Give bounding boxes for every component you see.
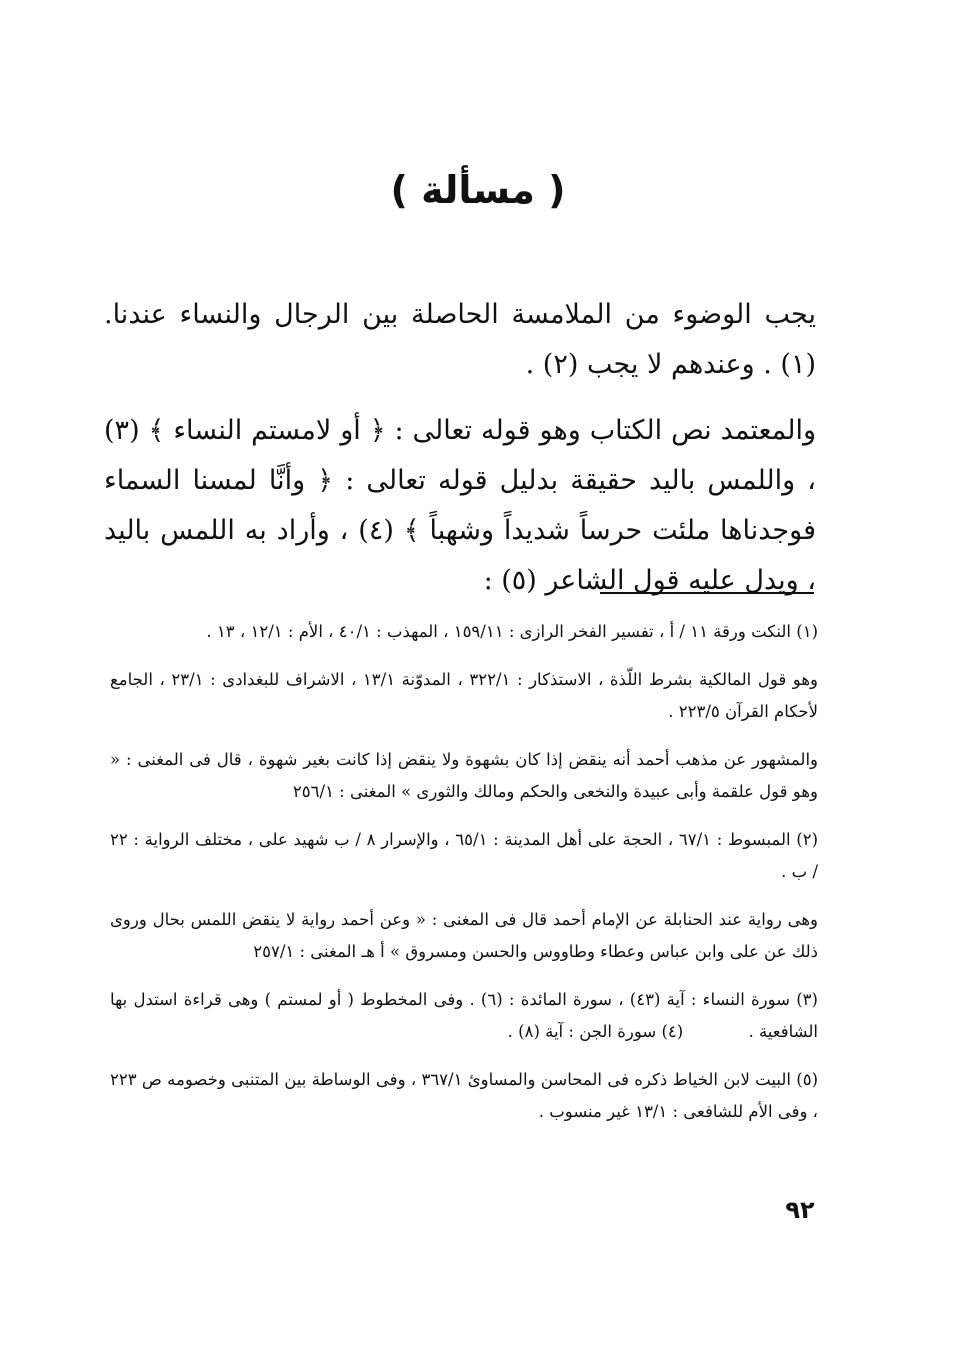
section-title: ( مسألة ) — [390, 168, 566, 212]
paragraph-1: يجب الوضوء من الملامسة الحاصلة بين الرجال والنساء عندنا. (١) . وعندهم لا يجب (٢) . — [104, 299, 816, 380]
paragraph-2: والمعتمد نص الكتاب وهو قوله تعالى : ﴿ أو لامستم النساء ﴾ (٣) ، واللمس باليد حقيقة بدليل قوله تعالى : ﴿ وأنَّا لمسنا السماء فوجدناها ملئت حرساً شديداً وشهباً ﴾ (٤) ، وأراد به اللمس باليد ، ويدل عليه قول الشاعر (٥) : — [104, 415, 816, 596]
footnote-5: (٥) البيت لابن الخياط ذكره فى المحاسن والمساوئ ٣٦٧/١ ، وفى الوساطة بين المتنبى وخصومه ص ٢٢٣ ، وفى الأم للشافعى : ١٣/١ غير منسوب . — [110, 1070, 818, 1121]
main-text — [104, 290, 816, 622]
footnote-1: (١) النكت ورقة ١١ / أ ، تفسير الفخر الرازى : ١٥٩/١١ ، المهذب : ٤٠/١ ، الأم : ١٢/١ ، ١٣ . — [206, 622, 818, 641]
footnote-2: (٢) المبسوط : ٦٧/١ ، الحجة على أهل المدينة : ٦٥/١ ، والإسرار ٨ / ب شهيد على ، مختلف الرواية : ٢٢ / ب . — [110, 830, 818, 881]
footnotes — [110, 616, 818, 1144]
footnote-separator — [600, 592, 814, 594]
footnote-1-continuation-2: والمشهور عن مذهب أحمد أنه ينقض إذا كان بشهوة ولا ينقض إذا كانت بغير شهوة ، قال فى المغنى : « وهو قول علقمة وأبى عبيدة والنخعى والحكم ومالك والثورى » المغنى : ٢٥٦/١ — [110, 750, 818, 801]
page-number: ٩٢ — [785, 1196, 815, 1224]
footnote-4-text: (٤) سورة الجن : آية (٨) . — [507, 1022, 684, 1041]
footnote-2-continuation: وهى رواية عند الحنابلة عن الإمام أحمد قال فى المغنى : « وعن أحمد رواية لا ينقض اللمس بحال وروى ذلك عن على وابن عباس وعطاء وطاووس والحسن ومسروق » أ هـ المغنى : ٢٥٧/١ — [110, 910, 818, 961]
footnote-3 — [110, 984, 818, 1048]
footnote-1-continuation-1: وهو قول المالكية بشرط اللّذة ، الاستذكار : ٣٢٢/١ ، المدوّنة ١٣/١ ، الاشراف للبغدادى : ٢٣/١ ، الجامع لأحكام القرآن ٢٢٣/٥ . — [110, 670, 818, 721]
footnote-3-text: (٣) سورة النساء : آية (٤٣) ، سورة المائدة : (٦) . وفى المخطوط ( أو لمستم ) وهى قراءة استدل بها الشافعية . — [110, 990, 818, 1041]
